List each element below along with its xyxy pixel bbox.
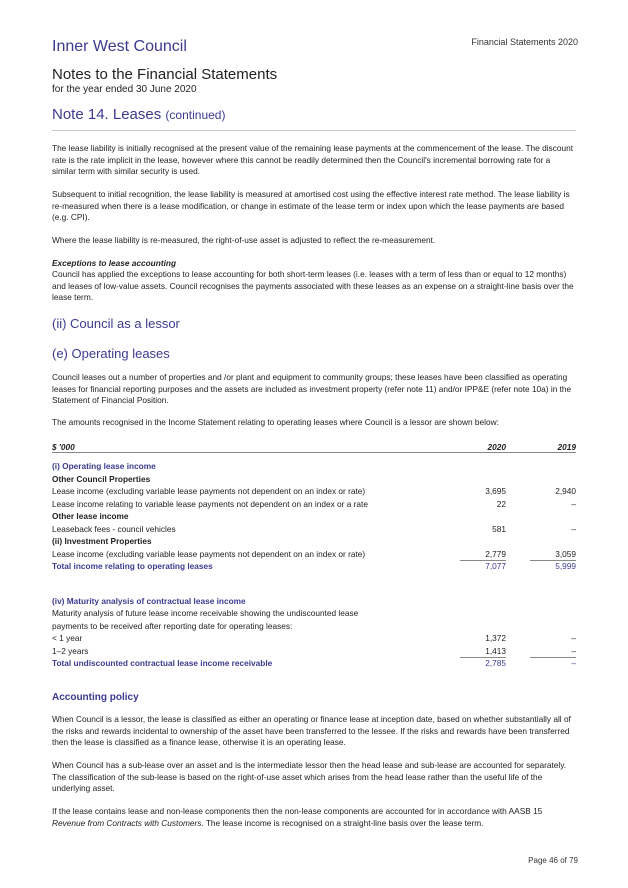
organisation-name: Inner West Council	[52, 38, 187, 55]
heading-divider	[52, 130, 576, 131]
row-value-2019: –	[571, 633, 576, 643]
paragraph-sub-lease: When Council has a sub-lease over an asset and is the intermediate lessor then the head lease and sub-lease are accounted for separately. The classification of the sub-lease is based on the right-of-use asset which arises from the head lease rather than the useful life of the underlying asset.	[52, 760, 567, 793]
row-value-2020: 1,413	[485, 645, 506, 656]
row-value-2020: 1,372	[485, 633, 506, 643]
total-label: Total income relating to operating leases	[52, 561, 213, 571]
row-value-2019: 2,940	[555, 486, 576, 496]
other-council-properties-heading: Other Council Properties	[52, 473, 151, 484]
maturity-description-line-1: Maturity analysis of future lease income receivable showing the undiscounted lease	[52, 608, 359, 618]
col-2019-header: 2019	[506, 439, 576, 452]
lease-income-table	[52, 439, 576, 668]
paragraph-amounts-recognised: The amounts recognised in the Income Statement relating to operating leases where Council is a lessor are shown below:	[52, 417, 499, 427]
total-row	[52, 559, 576, 572]
page-number: Page 46 of 79	[528, 856, 578, 865]
investment-properties-heading: (ii) Investment Properties	[52, 536, 152, 546]
table-row	[52, 546, 576, 559]
table-header-row	[52, 439, 576, 452]
row-value-2019: –	[571, 498, 576, 509]
paragraph-remeasurement: Where the lease liability is re-measured, the right-of-use asset is adjusted to reflect the re-measurement.	[52, 235, 436, 245]
section-operating-leases: (e) Operating leases	[52, 346, 170, 361]
row-value-2020: 22	[496, 498, 506, 509]
table-row	[52, 618, 576, 631]
paragraph-operating-leases: Council leases out a number of properties and /or plant and equipment to community groups; these leases have been classified as operating leases for financial reporting purposes and the assets are included as investment property (refer note 11) and/or IPP&E (refer note 10a) in the Statement of Financial Position.	[52, 372, 572, 405]
total-row	[52, 656, 576, 669]
row-label: Lease income (excluding variable lease payments not dependent on an index or rate)	[52, 486, 366, 496]
total-value-2020: 2,785	[460, 657, 506, 668]
operating-lease-income-heading: (i) Operating lease income	[52, 461, 156, 471]
total-label: Total undiscounted contractual lease income receivable	[52, 658, 273, 668]
total-value-2019: –	[530, 657, 576, 668]
table-row	[52, 459, 576, 472]
row-label: Leaseback fees - council vehicles	[52, 523, 176, 534]
note-heading-text: Note 14. Leases	[52, 106, 162, 123]
table-row	[52, 606, 576, 619]
table-row	[52, 643, 576, 656]
row-label: 1–2 years	[52, 645, 89, 656]
paragraph-exceptions: Council has applied the exceptions to lease accounting for both short-term leases (i.e. leases with a term of less than or equal to 12 months) and leases of low-value assets. Council recognises the payments associated with these leases as an expense on a straight-line basis over the lease term.	[52, 269, 574, 302]
table-row	[52, 534, 576, 547]
accounting-policy-heading: Accounting policy	[52, 692, 139, 703]
exceptions-heading: Exceptions to lease accounting	[52, 258, 177, 268]
table-row	[52, 471, 576, 484]
maturity-description-line-2: payments to be received after reporting date for operating leases:	[52, 620, 293, 631]
paragraph-lease-liability-subsequent: Subsequent to initial recognition, the lease liability is measured at amortised cost using the effective interest rate method. The lease liability is re-measured when there is a lease modification, or change in estimate of the lease term or index upon which the lease payments are based (e.g. CPI).	[52, 189, 570, 222]
row-label: < 1 year	[52, 633, 83, 643]
table-row	[52, 631, 576, 644]
paragraph-non-lease-part-2: . The lease income is recognised on a straight-line basis over the lease term.	[201, 817, 484, 828]
maturity-analysis-heading: (iv) Maturity analysis of contractual lease income	[52, 595, 246, 606]
paragraph-non-lease-part-1: If the lease contains lease and non-lease components then the non-lease components are accounted for in accordance with AASB 15	[52, 806, 543, 816]
total-value-2019: 5,999	[530, 560, 576, 571]
table-row	[52, 496, 576, 509]
row-value-2019: 3,059	[555, 548, 576, 559]
note-heading	[52, 106, 225, 123]
row-value-2019: –	[571, 523, 576, 534]
table-row	[52, 484, 576, 497]
table-row	[52, 521, 576, 534]
paragraph-lessor-classification: When Council is a lessor, the lease is classified as either an operating or finance lease at inception date, based on whether substantially all of the risks and rewards incidental to ownership of the asset have been transferred to the lessee. If the risks and rewards have been transferred then the lease is classified as a finance lease, otherwise it is an operating lease.	[52, 714, 571, 747]
table-row	[52, 509, 576, 522]
note-heading-continued: (continued)	[165, 108, 226, 122]
notes-title: Notes to the Financial Statements	[52, 66, 278, 83]
col-2020-header: 2020	[412, 439, 506, 452]
row-value-2020: 3,695	[485, 486, 506, 496]
section-council-as-lessor: (ii) Council as a lessor	[52, 316, 180, 331]
paragraph-lease-liability-initial: The lease liability is initially recognised at the present value of the remaining lease payments at the commencement of the lease. The discount rate is the rate implicit in the lease, however where this cannot be readily determined then the Council's incremental borrowing rate for a similar term with similar security is used.	[52, 143, 573, 176]
paragraph-non-lease-components	[52, 806, 576, 829]
notes-subtitle: for the year ended 30 June 2020	[52, 84, 197, 95]
row-value-2020: 581	[492, 523, 506, 534]
col-label-header: $ '000	[52, 439, 412, 452]
table-row	[52, 593, 576, 606]
total-value-2020: 7,077	[460, 560, 506, 571]
other-lease-income-heading: Other lease income	[52, 511, 129, 521]
row-value-2019: –	[571, 645, 576, 656]
row-label: Lease income relating to variable lease payments not dependent on an index or a rate	[52, 498, 368, 509]
row-value-2020: 2,779	[485, 548, 506, 559]
row-label: Lease income (excluding variable lease payments not dependent on an index or rate)	[52, 548, 366, 559]
aasb15-title: Revenue from Contracts with Customers	[52, 817, 202, 828]
document-title: Financial Statements 2020	[471, 37, 578, 47]
